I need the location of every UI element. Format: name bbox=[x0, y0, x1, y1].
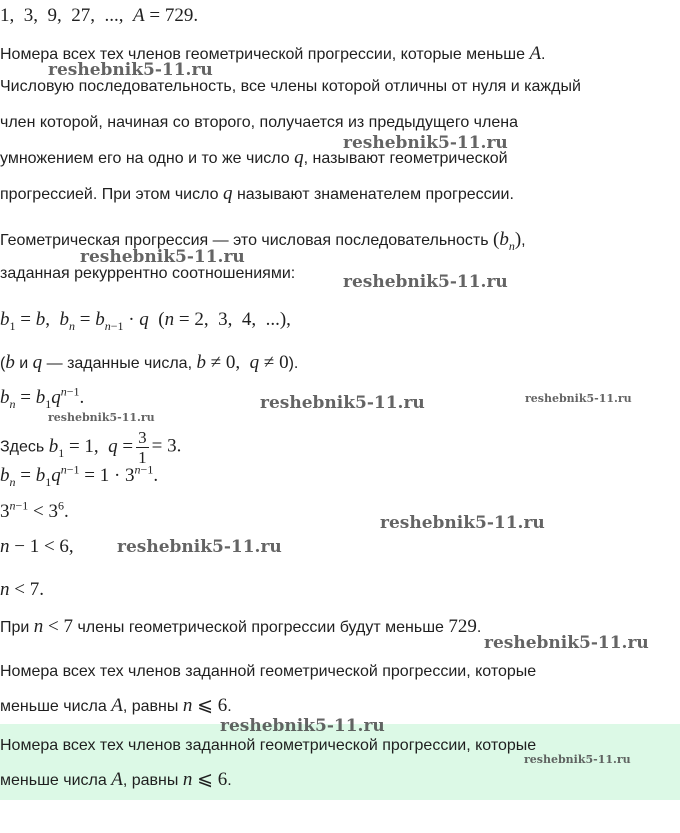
text-line: прогрессией. При этом число q называют знаменателем прогрессии. bbox=[0, 183, 514, 204]
text-line: (b и q — заданные числа, b ≠ 0, q ≠ 0). bbox=[0, 352, 299, 373]
formula-general-term: $b_n = b_1q^{n-1}$. bbox=[0, 384, 85, 411]
formula-inequality: $3^{n-1} < 3^6$. bbox=[0, 498, 69, 522]
formula-inequality: n − 1 < 6, bbox=[0, 536, 74, 557]
text-line: Номера всех тех членов заданной геометрической прогрессии, которые bbox=[0, 663, 537, 680]
watermark: reshebnik5-11.ru bbox=[484, 633, 649, 653]
text-line: меньше числа A, равны n ⩽ 6. bbox=[0, 695, 232, 716]
watermark: reshebnik5-11.ru bbox=[524, 753, 631, 766]
watermark: reshebnik5-11.ru bbox=[80, 247, 245, 267]
text-line: Числовую последовательность, все члены которой отличны от нуля и каждый bbox=[0, 78, 581, 95]
watermark: reshebnik5-11.ru bbox=[260, 393, 425, 413]
text-line: член которой, начиная со второго, получается из предыдущего члена bbox=[0, 114, 518, 131]
watermark: reshebnik5-11.ru bbox=[48, 411, 155, 424]
text-line: Номера всех тех членов геометрической прогрессии, которые меньше A. bbox=[0, 43, 546, 64]
formula-result: n < 7. bbox=[0, 579, 44, 600]
watermark: reshebnik5-11.ru bbox=[343, 272, 508, 292]
watermark: reshebnik5-11.ru bbox=[220, 716, 385, 736]
watermark: reshebnik5-11.ru bbox=[117, 537, 282, 557]
text-line: Здесь $b_1 = 1$, q = $\frac{3}{1}$ = 3. bbox=[0, 428, 182, 467]
text-line: Геометрическая прогрессия — это числовая последовательность $(b_n)$, bbox=[0, 229, 526, 253]
text-line: умножением его на одно и то же число q, называют геометрической bbox=[0, 147, 508, 168]
watermark: reshebnik5-11.ru bbox=[343, 133, 508, 153]
formula-substitution: $b_n = b_1q^{n-1} = 1 \cdot 3^{n-1}$. bbox=[0, 462, 159, 489]
watermark: reshebnik5-11.ru bbox=[525, 392, 632, 405]
formula-recurrence: $b_1 = b$, $b_n = b_{n-1} \cdot q$ (n = 2, 3, 4, ...), bbox=[0, 309, 291, 333]
sequence-statement: 1, 3, 9, 27, ..., A = 729. bbox=[0, 5, 199, 26]
text-line: заданная рекуррентно соотношениями: bbox=[0, 265, 296, 282]
answer-line: Номера всех тех членов заданной геометрической прогрессии, которые bbox=[0, 737, 537, 754]
watermark: reshebnik5-11.ru bbox=[380, 513, 545, 533]
answer-line: меньше числа A, равны n ⩽ 6. bbox=[0, 769, 232, 790]
watermark: reshebnik5-11.ru bbox=[48, 60, 213, 80]
text-line: При n < 7 члены геометрической прогрессии будут меньше 729. bbox=[0, 616, 482, 637]
